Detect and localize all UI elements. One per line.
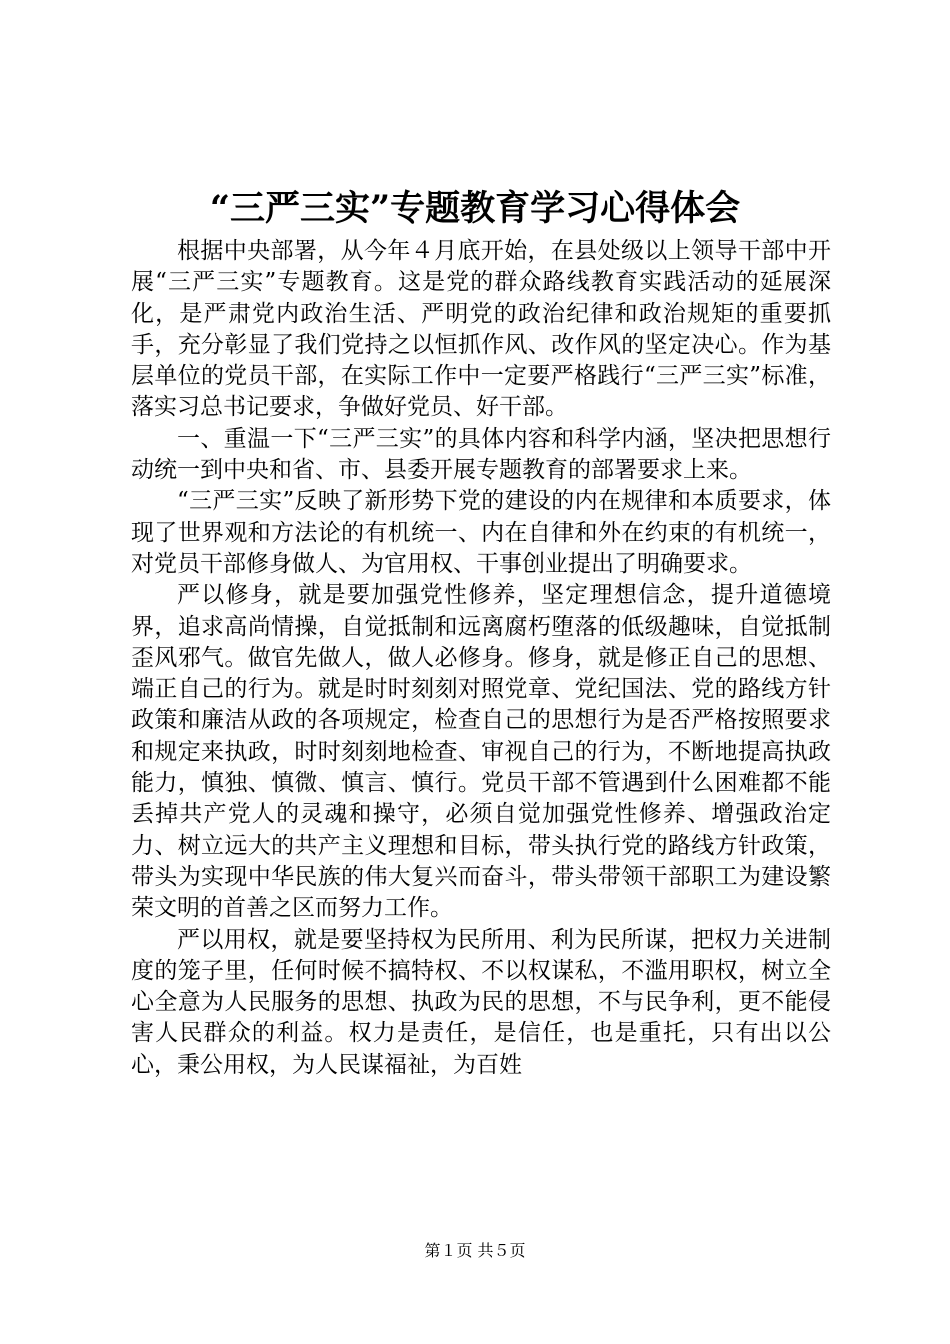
- paragraph-use-of-power: 严以用权，就是要坚持权为民所用、利为民所谋，把权力关进制度的笼子里，任何时候不搞特权、不以权谋私，不滥用职权，树立全心全意为人民服务的思想、执政为民的思想，不与民争利，更不能侵害人民群众的利益。权力是责任，是信任，也是重托，只有出以公心，秉公用权，为人民谋福祉，为百姓: [131, 926, 831, 1078]
- document-body: [131, 236, 831, 1081]
- page-footer: 第１页 共５页: [424, 1241, 526, 1260]
- page-title: “三严三实”专题教育学习心得体会: [209, 188, 741, 229]
- paragraph-intro: 根据中央部署，从今年４月底开始，在县处级以上领导干部中开展“三严三实”专题教育。这是党的群众路线教育实践活动的延展深化，是严肃党内政治生活、严明党的政治纪律和政治规矩的重要抓手，充分彰显了我们党持之以恒抓作风、改作风的坚定决心。作为基层单位的党员干部，在实际工作中一定要严格践行“三严三实”标准，落实习总书记要求，争做好党员、好干部。: [131, 238, 831, 421]
- paragraph-section-one-heading: 一、重温一下“三严三实”的具体内容和科学内涵，坚决把思想行动统一到中央和省、市、县委开展专题教育的部署要求上来。: [131, 425, 831, 484]
- paragraph-three-stricts: “三严三实”反映了新形势下党的建设的内在规律和本质要求，体现了世界观和方法论的有机统一、内在自律和外在约束的有机统一，对党员干部修身做人、为官用权、干事创业提出了明确要求。: [131, 488, 831, 577]
- paragraph-self-cultivation: 严以修身，就是要加强党性修养，坚定理想信念，提升道德境界，追求高尚情操，自觉抵制和远离腐朽堕落的低级趣味，自觉抵制歪风邪气。做官先做人，做人必修身。修身，就是修正自己的思想、端正自己的行为。就是时时刻刻对照党章、党纪国法、党的路线方针政策和廉洁从政的各项规定，检查自己的思想行为是否严格按照要求和规定来执政，时时刻刻地检查、审视自己的行为，不断地提高执政能力，慎独、慎微、慎言、慎行。党员干部不管遇到什么困难都不能丢掉共产党人的灵魂和操守，必须自觉加强党性修养、增强政治定力、树立远大的共产主义理想和目标，带头执行党的路线方针政策，带头为实现中华民族的伟大复兴而奋斗，带头带领干部职工为建设繁荣文明的首善之区而努力工作。: [131, 582, 831, 922]
